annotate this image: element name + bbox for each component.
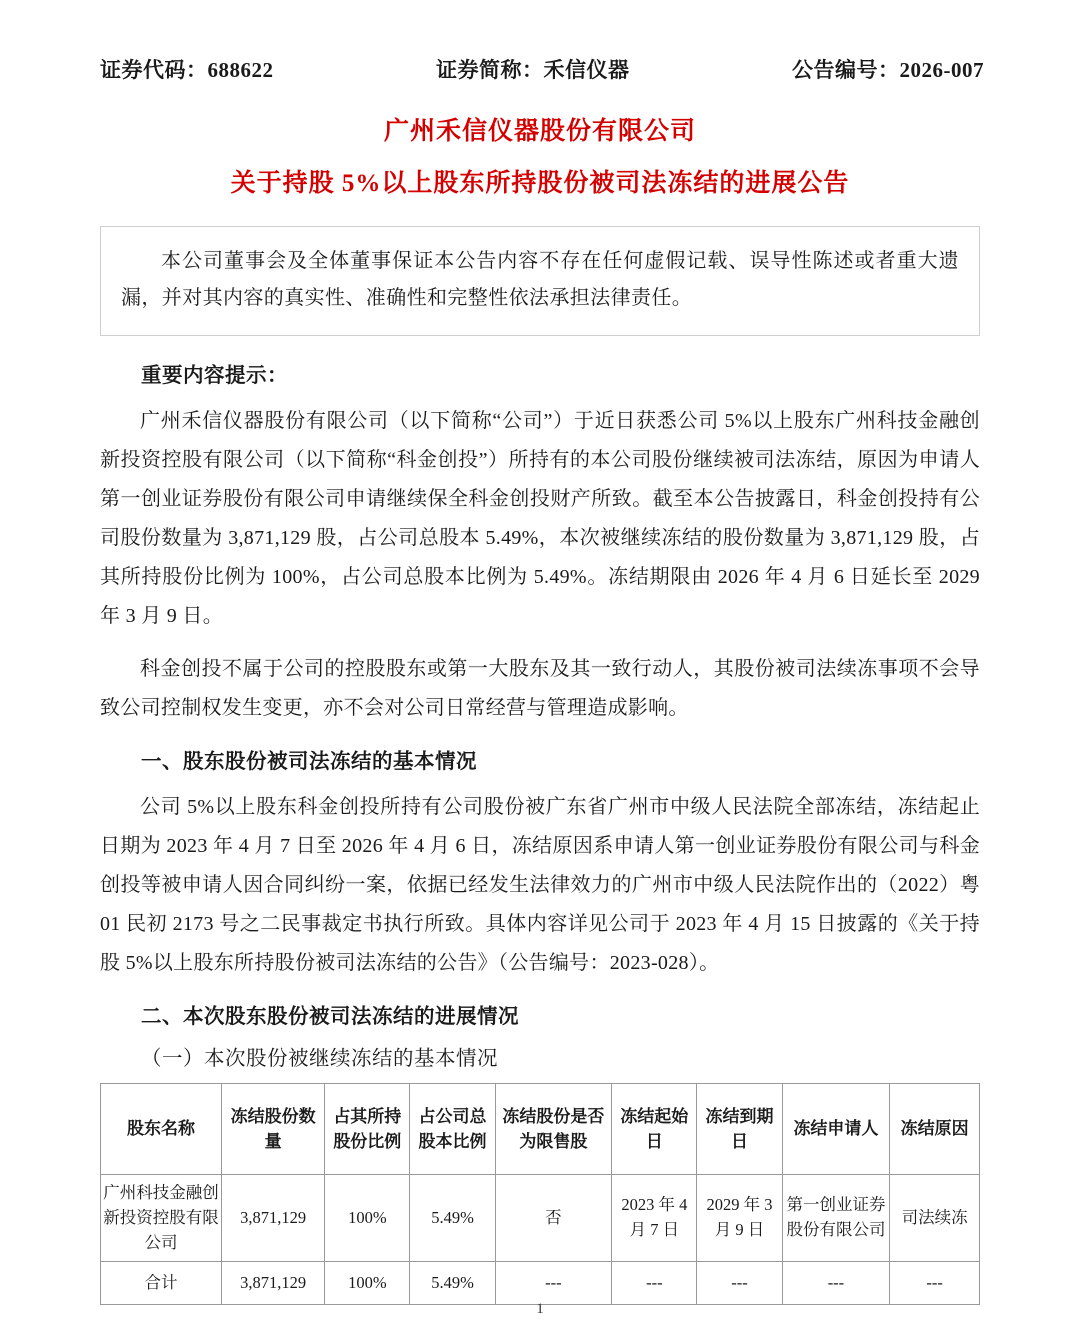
security-abbr: 证券简称：禾信仪器 (436, 58, 630, 82)
cell-total-applicant: --- (782, 1262, 890, 1305)
table-col-shareholder: 股东名称 (101, 1084, 222, 1175)
announcement-number: 公告编号：2026-007 (792, 58, 984, 82)
cell-total-start-date: --- (612, 1262, 697, 1305)
cell-end-date: 2029 年 3 月 9 日 (697, 1175, 782, 1262)
cell-reason: 司法续冻 (890, 1175, 980, 1262)
document-body (100, 358, 980, 1305)
table-col-applicant: 冻结申请人 (782, 1084, 890, 1175)
section-2-heading: 二、本次股东股份被司法冻结的进展情况 (141, 1006, 519, 1028)
cell-capital-ratio: 5.49% (410, 1175, 495, 1262)
table-col-end-date: 冻结到期日 (697, 1084, 782, 1175)
section-1-heading: 一、股东股份被司法冻结的基本情况 (141, 751, 477, 773)
table-col-start-date: 冻结起始日 (612, 1084, 697, 1175)
page-number: 1 (536, 1301, 544, 1317)
cell-start-date: 2023 年 4 月 7 日 (612, 1175, 697, 1262)
company-title: 广州禾信仪器股份有限公司 (383, 118, 696, 145)
disclaimer-box (100, 226, 980, 336)
cell-applicant: 第一创业证券股份有限公司 (782, 1175, 890, 1262)
table-row (101, 1262, 980, 1305)
table-col-frozen-amount: 冻结股份数量 (222, 1084, 325, 1175)
cell-total-end-date: --- (697, 1262, 782, 1305)
document-header (0, 0, 1080, 84)
important-paragraph-1: 广州禾信仪器股份有限公司（以下简称“公司”）于近日获悉公司 5%以上股东广州科技金融创新投资控股有限公司（以下简称“科金创投”）所持有的本公司股份继续被司法冻结，原因为申请人第一创业证券股份有限公司申请继续保全科金创投财产所致。截至本公告披露日，科金创投持有公司股份数量为 3,871,129 股，占公司总股本 5.49%，本次被继续冻结的股份数量为 3,871,129 股，占其所持股份比例为 100%，占公司总股本比例为 5.49%。冻结期限由 2026 年 4 月 6 日延长至 2029 年 3 月 9 日。 (100, 410, 980, 627)
cell-total-held-ratio: 100% (325, 1262, 410, 1305)
disclaimer-text: 本公司董事会及全体董事保证本公告内容不存在任何虚假记载、误导性陈述或者重大遗漏，并对其内容的真实性、准确性和完整性依法承担法律责任。 (121, 250, 959, 309)
announcement-title: 关于持股 5%以上股东所持股份被司法冻结的进展公告 (230, 170, 850, 197)
cell-total-label: 合计 (101, 1262, 222, 1305)
cell-total-capital-ratio: 5.49% (410, 1262, 495, 1305)
cell-shareholder: 广州科技金融创新投资控股有限公司 (101, 1175, 222, 1262)
section-2-subheading: （一）本次股份被继续冻结的基本情况 (141, 1048, 498, 1070)
cell-frozen-amount: 3,871,129 (222, 1175, 325, 1262)
frozen-shares-table (100, 1083, 980, 1305)
cell-total-reason: --- (890, 1262, 980, 1305)
cell-total-restricted: --- (495, 1262, 612, 1305)
table-col-capital-ratio: 占公司总股本比例 (410, 1084, 495, 1175)
section-1-paragraph: 公司 5%以上股东科金创投所持有公司股份被广东省广州市中级人民法院全部冻结，冻结起止日期为 2023 年 4 月 7 日至 2026 年 4 月 6 日，冻结原因系申请人第一创业证券股份有限公司与科金创投等被申请人因合同纠纷一案，依据已经发生法律效力的广州市中级人民法院作出的（2022）粤 01 民初 2173 号之二民事裁定书执行所致。具体内容详见公司于 2023 年 4 月 15 日披露的《关于持股 5%以上股东所持股份被司法冻结的公告》（公告编号：2023-028）。 (100, 796, 980, 974)
table-col-restricted: 冻结股份是否为限售股 (495, 1084, 612, 1175)
important-notice-heading: 重要内容提示： (141, 365, 288, 387)
table-row (101, 1175, 980, 1262)
table-col-reason: 冻结原因 (890, 1084, 980, 1175)
security-code: 证券代码：688622 (100, 58, 274, 82)
table-header-row (101, 1084, 980, 1175)
important-paragraph-2: 科金创投不属于公司的控股股东或第一大股东及其一致行动人，其股份被司法续冻事项不会导致公司控制权发生变更，亦不会对公司日常经营与管理造成影响。 (100, 658, 980, 719)
cell-held-ratio: 100% (325, 1175, 410, 1262)
table-col-held-ratio: 占其所持股份比例 (325, 1084, 410, 1175)
cell-restricted: 否 (495, 1175, 612, 1262)
title-block (0, 112, 1080, 204)
cell-total-frozen-amount: 3,871,129 (222, 1262, 325, 1305)
